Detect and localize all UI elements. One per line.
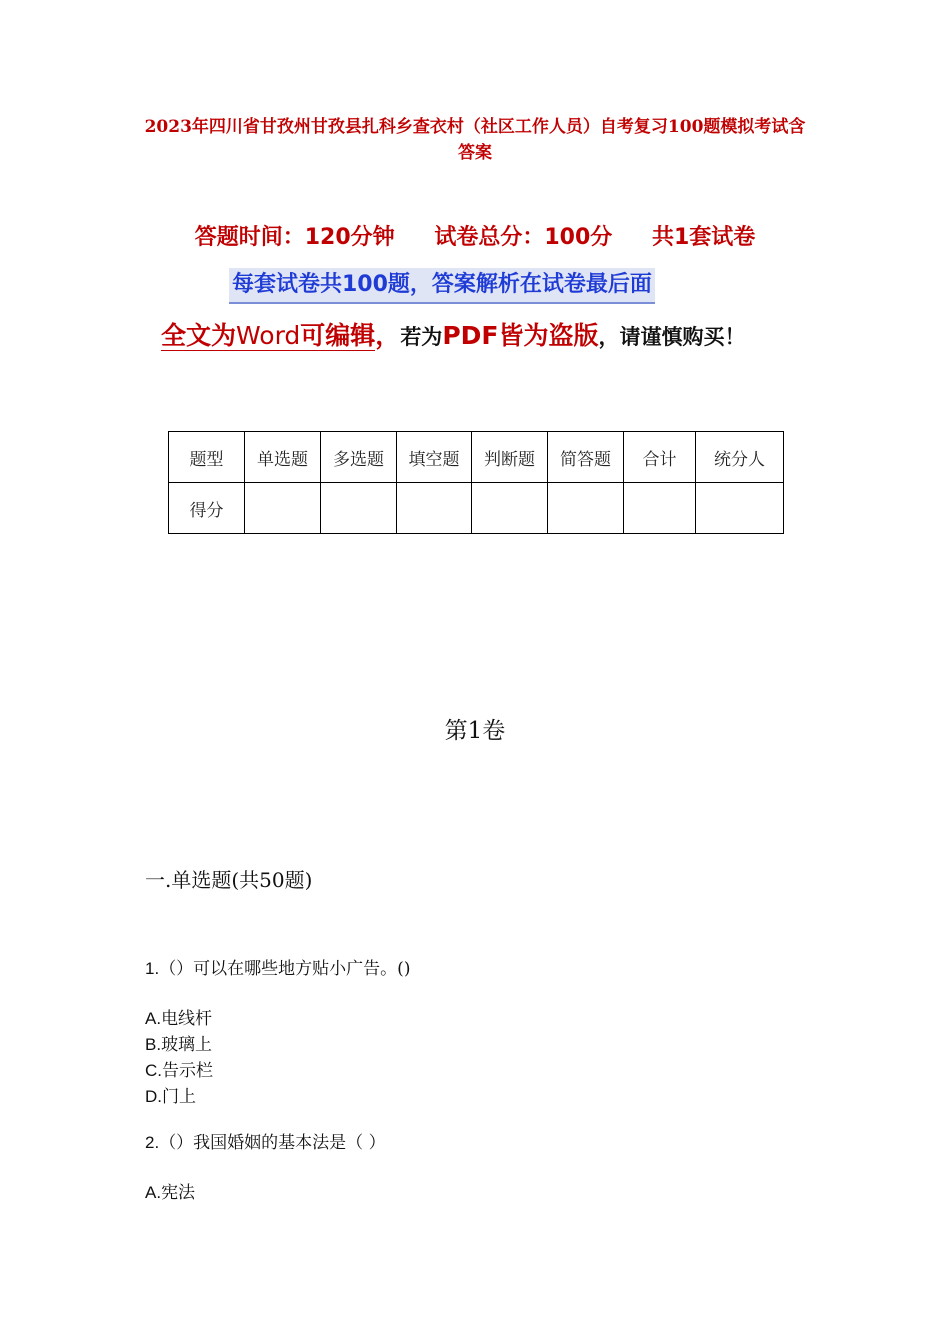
option-letter: C.	[145, 1061, 162, 1080]
notice-part4: PDF皆为盗版	[442, 321, 599, 350]
score-cell	[472, 483, 548, 534]
question-1-stem	[145, 956, 410, 982]
header-cell-fill: 填空题	[397, 432, 472, 483]
notice-comma1: ，	[375, 321, 401, 350]
question-1-options	[145, 1006, 213, 1110]
score-cell	[321, 483, 397, 534]
question-text: （）可以在哪些地方贴小广告。()	[159, 959, 411, 979]
header-cell-scorer: 统分人	[696, 432, 784, 483]
question-2-stem	[145, 1130, 386, 1156]
score-cell	[548, 483, 624, 534]
question-number: 2.	[145, 1133, 160, 1152]
notice-part2: 可编辑	[300, 321, 376, 350]
question-number: 1.	[145, 959, 160, 978]
option-letter: A.	[145, 1009, 162, 1028]
option-text: 宪法	[161, 1183, 196, 1203]
exam-total-score: 试卷总分：100分	[434, 225, 613, 250]
option-b	[145, 1032, 213, 1058]
score-cell	[696, 483, 784, 534]
option-letter: A.	[145, 1183, 162, 1202]
notice-part1: 全文为	[161, 321, 237, 350]
header-cell-single: 单选题	[245, 432, 321, 483]
volume-heading: 第1卷	[444, 718, 506, 744]
document-title: 2023年四川省甘孜州甘孜县扎科乡查衣村（社区工作人员）自考复习100题模拟考试含答案	[144, 117, 806, 163]
header-cell-short: 简答题	[548, 432, 624, 483]
section-heading: 一.单选题(共50题)	[145, 868, 313, 892]
score-table-header-row	[169, 432, 784, 483]
option-a	[145, 1180, 195, 1206]
notice-answer-location: 每套试卷共100题，答案解析在试卷最后面	[229, 268, 655, 304]
option-letter: D.	[145, 1087, 162, 1106]
score-cell	[245, 483, 321, 534]
option-c	[145, 1058, 213, 1084]
option-d	[145, 1084, 213, 1110]
header-cell-judge: 判断题	[472, 432, 548, 483]
notice-word: Word	[236, 321, 301, 350]
exam-info	[0, 220, 950, 251]
question-text: （）我国婚姻的基本法是（ ）	[159, 1133, 386, 1153]
notice-part3: 若为	[400, 325, 443, 349]
option-text: 玻璃上	[161, 1035, 213, 1055]
exam-time: 答题时间：120分钟	[194, 225, 395, 250]
score-table-score-row	[169, 483, 784, 534]
option-text: 门上	[162, 1087, 196, 1107]
option-text: 电线杆	[161, 1009, 213, 1029]
exam-sets: 共1套试卷	[651, 225, 756, 250]
row-label-score: 得分	[169, 483, 245, 534]
option-text: 告示栏	[162, 1061, 213, 1081]
score-cell	[624, 483, 696, 534]
score-cell	[397, 483, 472, 534]
notice-part5: 请谨慎购买！	[619, 325, 746, 349]
header-cell-total: 合计	[624, 432, 696, 483]
score-table	[168, 431, 784, 534]
option-a	[145, 1006, 213, 1032]
notice-comma2: ，	[598, 325, 620, 349]
option-letter: B.	[145, 1035, 162, 1054]
notice-copyright	[161, 312, 801, 361]
question-2-options	[145, 1180, 195, 1206]
notice-editable-underlined	[161, 321, 375, 351]
header-cell-type: 题型	[169, 432, 245, 483]
header-cell-multi: 多选题	[321, 432, 397, 483]
